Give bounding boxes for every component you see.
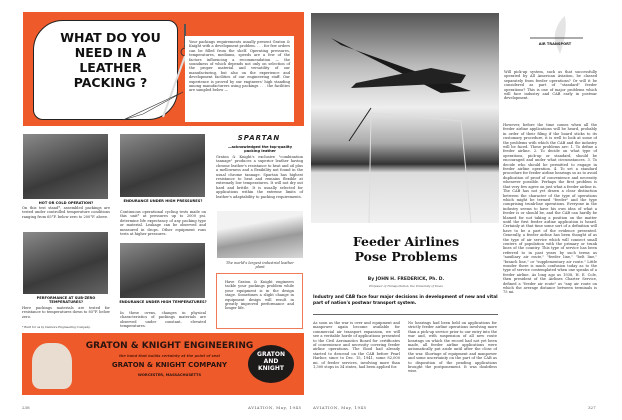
running-foot: AVIATION, May, 1945: [248, 405, 302, 410]
compass-icon: [123, 22, 193, 122]
article-column-2: No hearings had been held on applications for strictly feeder airline operations involving more than a pick-up service prior to our entry into the war and, with suspension of all new route hearings on which the record had not yet been made, all feeder airline applications were automatically put aside until after the close of the war. Shortage of equipment and manpower and some uncertainty on the part of the CAB as to disposition of the pending applications brought the postponement. It was doubtless wise.: [408, 321, 497, 374]
banner-title: GRATON & KNIGHT ENGINEERING: [85, 341, 254, 351]
article-title: [320, 234, 492, 264]
page-number: 327: [588, 405, 596, 410]
wing-icon: [525, 14, 585, 56]
company-banner: [22, 333, 304, 395]
photo-text: Continuous operational cycling tests made on this unit* at pressures up to 2000 psi. determine life expectancy of any packing type or material. Leakage can be observed and measured in drops. Other equipment runs tests at higher pressures.: [120, 210, 206, 237]
footnote: * Built for us by Delmore Engineering Company.: [22, 325, 91, 329]
photo-caption: ENDURANCE UNDER HIGH TEMPERATURES?: [119, 300, 207, 304]
test-stand-photo: [23, 134, 108, 199]
section-label: AIR TRANSPORT: [538, 42, 572, 46]
banner-location: WORCESTER, MASSACHUSETTS: [137, 373, 202, 377]
graton-knight-logo: GRATON AND KNIGHT: [248, 345, 294, 383]
photo-caption: HOT OR COLD OPERATION?: [38, 201, 94, 205]
subzero-photo: [23, 232, 108, 294]
photo-text: In these ovens, changes in physical characteristics of packings materials are observed under constant, elevated temperatures.: [120, 311, 206, 329]
pickup-airplane-photo: [311, 13, 499, 223]
ad-intro-box: [185, 36, 294, 122]
photo-caption: Will pick-up system, such as that successfully operated by All American Aviation, be classed separately from feeder operations? Or will it be considered as part of "standard" feeder operations? This is one of major problems which will face industry and CAB early in postwar development.: [504, 70, 597, 101]
spartan-text: Graton & Knight's exclusive "combination tannage" produces a superior leather having chrome leather's resistance to heat and oil plus a mellowness and a flexibility not found in the usual chrome tannage. Spartan has highest resistance to heat and remains flexible at extremely low temperatures. It will not dry out hard and brittle. It is usually selected for applications within the extreme limits of leather's adaptability to packing requirements.: [216, 155, 303, 199]
divider: [313, 314, 498, 315]
banner-company: GRATON & KNIGHT COMPANY: [111, 361, 228, 369]
photo-text: Here packings materials are tested for resistance to temperatures down to 85°F. below zero.: [22, 306, 110, 319]
airplane-icon: [311, 13, 499, 223]
article-column-3: However, before the time comes when all the feeder airline applications will be heard, probably in order of their filing if the board sticks to its customary procedure, it is well to look at some of the problems with which the CAB and the industry will be faced. These problems are: 1. To define a feeder airline. 2. To decide on what type of operations, pick-up or standard, should be encouraged and under what circumstances. 3. To decide who should be permitted to engage in feeder airline operation. 4. To set a standard procedure for feeder airline hearings so as to avoid duplication of proof of convenience and necessity whenever possible. Perhaps the first problem is that very few agree on just what a feeder airline is. The CAB has not yet drawn a clear distinction between the character of the type of operations which might be termed "feeder" and the type comprising trunk-line operations. Everyone in the industry seems to have his own idea of what a feeder is or should be, and the CAB can hardly be blamed for not taking a position on the matter until the first feeder airline application is heard. Certainly at that time some sort of a definition will have to be a part of the evidence presented. Generally, a feeder airline has been thought of as the type of air service which will connect small centers of population with the primary or trunk lines of the country. This type of service has been referred to in past years by such terms as "auxiliary air route," "feeder line," "belt line," "branch line," or "supplementary air route." Little wonder there is much confusion today as to the type of service contemplated when one speaks of a feeder airline. As long ago as 1938, H. E. Cole, then president of the Airlines Charter Service, defined a "feeder air route" as "any air route on which the average distance between terminals is 75 mi.: [503, 123, 597, 295]
title-line: Feeder Airlines: [352, 234, 460, 249]
running-foot: AVIATION, May, 1945: [313, 405, 367, 410]
banner-tagline: the hand that builds certainty at the point of seal: [119, 354, 220, 358]
pressure-test-photo: [120, 134, 205, 197]
photo-caption: ENDURANCE UNDER HIGH PRESSURES?: [123, 199, 203, 203]
spartan-title: SPARTAN: [237, 134, 281, 142]
title-line: Pose Problems: [354, 249, 458, 264]
article-deck: Industry and CAB face four major decisions in development of new and vital part of nation's postwar transport system.: [313, 295, 498, 306]
byline: By JOHN H. FREDERICK, Ph. D.: [367, 277, 445, 282]
photo-caption: PERFORMANCE AT SUB-ZERO TEMPERATURES?: [36, 296, 96, 305]
spartan-subtitle: —acknowledged the top-quality packing leather: [227, 145, 293, 154]
note-box: [216, 273, 303, 329]
photo-text: On this test stand*, assembled packings are tested under controlled temperature conditions ranging from 65°F. below zero to 200°F. above.: [22, 206, 110, 219]
air-transport-logo: [525, 14, 585, 56]
ad-banner: [23, 12, 304, 126]
note-text: Have Graton & Knight engineers tackle your packings problem while your equipment is in the design stage. Sometimes a slight change in equipment design will result in greatly improved performance and longer life.: [225, 280, 294, 311]
knight-head-illustration: [32, 343, 72, 389]
plant-caption: The world's largest industrial leather plant: [226, 261, 294, 270]
article-column-1: As soon as the war is over and equipment and manpower again become available for commercial air transport expansion, we will see a veritable horde of applications presented to the Civil Aeronautics Board for certificates of convenience and necessity covering feeder airline operations. The flood had already started to descend on the CAB before Pearl Harbor, since to Dec. 15, 1941, some 82,000 mi. of feeder services, involving more than 1,300 stops in 34 states, had been applied for.: [313, 321, 400, 370]
page-number: 238: [22, 405, 30, 410]
affiliation: Professor of Transportation, the University of Texas: [369, 284, 443, 288]
oven-photo: [120, 243, 205, 298]
ad-intro-text: Your packings requirements usually present Graton & Knight with a development problem. . . . for few orders can be filled from the shelf. Operating pressures, temperatures, mediums, speeds are a few of the factors influencing a recommendation — the soundness of which depends not only on selection of the proper material and versatility of our manufacturing, but also on the experience and development facilities of our engineering staff. Our experience is proved by our engineers' high standing among manufacturers using packings . . . the facilities are sampled below —: [189, 40, 290, 93]
ad-headline: WHAT DO YOU NEED IN A LEATHER PACKING ?: [60, 30, 161, 90]
leather-plant-image: [217, 211, 303, 258]
